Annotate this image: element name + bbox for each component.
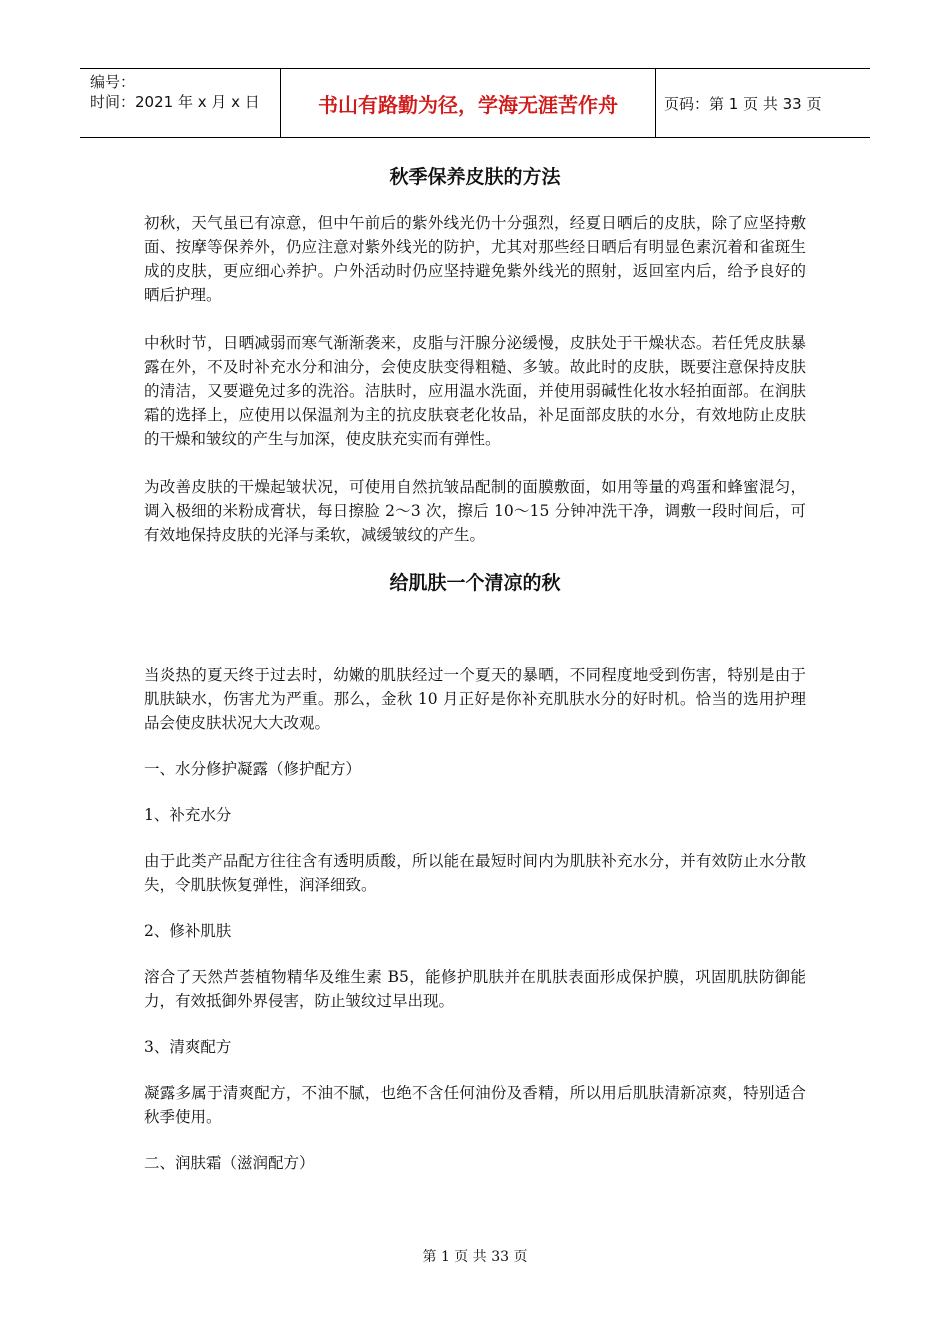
paragraph: 中秋时节，日晒减弱而寒气渐渐袭来，皮脂与汗腺分泌缓慢，皮肤处于干燥状态。若任凭皮肤暴露在外，不及时补充水分和油分，会使皮肤变得粗糙、多皱。故此时的皮肤，既要注意保持皮肤的清洁，又要避免过多的洗浴。洁肤时，应用温水洗面，并使用弱碱性化妆水轻拍面部。在润肤霜的选择上，应使用以保温剂为主的抗皮肤衰老化妆品，补足面部皮肤的水分，有效地防止皮肤的干燥和皱纹的产生与加深，使皮肤充实而有弹性。 [144, 334, 806, 448]
paragraph: 为改善皮肤的干燥起皱状况，可使用自然抗皱品配制的面膜敷面，如用等量的鸡蛋和蜂蜜混匀，调入极细的米粉成膏状，每日擦脸 2～3 次，擦后 10～15 分钟冲洗干净，调敷一段时间后，可有效地保持皮肤的光泽与柔软，减缓皱纹的产生。 [144, 478, 806, 544]
list-item-title: 3、清爽配方 [144, 1038, 232, 1056]
paragraph: 初秋，天气虽已有凉意，但中午前后的紫外线光仍十分强烈，经夏日晒后的皮肤，除了应坚持敷面、按摩等保养外，仍应注意对紫外线光的防护，尤其对那些经日晒后有明显色素沉着和雀斑生成的皮肤，更应细心养护。户外活动时仍应坚持避免紫外线光的照射，返回室内后，给予良好的晒后护理。 [144, 214, 806, 304]
header-motto: 书山有路勤为径，学海无涯苦作舟 [281, 69, 656, 137]
page-footer: 第 1 页 共 33 页 [422, 1249, 528, 1265]
paragraph: 溶合了天然芦荟植物精华及维生素 B5，能修护肌肤并在肌肤表面形成保护膜，巩固肌肤防御能力，有效抵御外界侵害，防止皱纹过早出现。 [144, 968, 806, 1010]
subheading: 一、水分修护凝露（修护配方） [144, 760, 362, 778]
list-item-title: 2、修补肌肤 [144, 922, 232, 940]
paragraph: 由于此类产品配方往往含有透明质酸，所以能在最短时间内为肌肤补充水分，并有效防止水分散失，令肌肤恢复弹性，润泽细致。 [144, 852, 806, 894]
list-item-title: 1、补充水分 [144, 806, 232, 824]
paragraph: 凝露多属于清爽配方，不油不腻，也绝不含任何油份及香精，所以用后肌肤清新凉爽，特别适合秋季使用。 [144, 1084, 806, 1126]
page-header [80, 68, 870, 138]
paragraph: 当炎热的夏天终于过去时，幼嫩的肌肤经过一个夏天的暴晒，不同程度地受到伤害，特别是由于肌肤缺水，伤害尤为严重。那么，金秋 10 月正好是你补充肌肤水分的好时机。恰当的选用护理品会使皮肤状况大大改观。 [144, 666, 806, 732]
subheading: 二、润肤霜（滋润配方） [144, 1154, 315, 1172]
document-body [144, 165, 806, 1175]
header-info-cell [80, 69, 281, 137]
document-number-label: 编号： [90, 73, 136, 91]
section-title: 秋季保养皮肤的方法 [389, 166, 561, 188]
header-page-info: 页码：第 1 页 共 33 页 [664, 94, 822, 113]
document-date-label: 时间：2021 年 x 月 x 日 [90, 93, 260, 111]
section-title: 给肌肤一个清凉的秋 [389, 572, 561, 594]
